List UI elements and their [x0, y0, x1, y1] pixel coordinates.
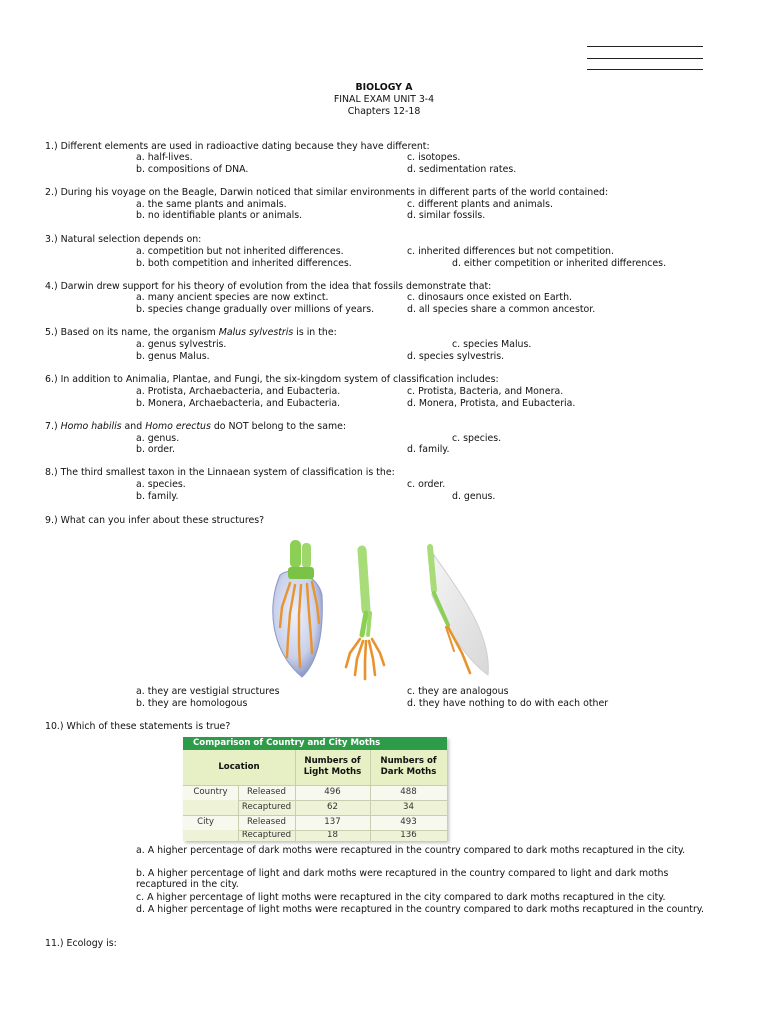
question-4-stem: 4.) Darwin drew support for his theory of evolution from the idea that fossils demonstrate that: — [45, 281, 492, 292]
question-3-option-a: a. competition but not inherited differences. — [136, 246, 344, 257]
question-3-option-c: c. inherited differences but not competition. — [407, 246, 614, 257]
question-11-stem: 11.) Ecology is: — [45, 938, 117, 949]
question-8-option-b: b. family. — [136, 491, 179, 502]
table-row: Recaptured 62 34 — [183, 800, 447, 815]
question-1-option-c: c. isotopes. — [407, 152, 461, 163]
question-5-option-a: a. genus sylvestris. — [136, 339, 227, 350]
table-row: Country Released 496 488 — [193, 787, 417, 797]
question-4-option-c: c. dinosaurs once existed on Earth. — [407, 292, 573, 303]
table-row: City Released 137 493 — [197, 817, 417, 827]
exam-chapters: Chapters 12-18 — [347, 106, 421, 117]
question-7-option-a: a. genus. — [136, 433, 180, 444]
question-7-option-d: d. family. — [407, 444, 450, 455]
table-caption: Comparison of Country and City Moths — [183, 737, 447, 750]
question-3-stem: 3.) Natural selection depends on: — [45, 234, 202, 245]
question-7-option-c: c. species. — [452, 433, 502, 444]
question-1-option-a: a. half-lives. — [136, 152, 193, 163]
species-name: Malus sylvestris — [218, 327, 294, 338]
question-3-option-d: d. either competition or inherited differences. — [452, 258, 667, 269]
question-8-stem: 8.) The third smallest taxon in the Linnaean system of classification is the: — [45, 467, 395, 478]
question-2-option-d: d. similar fossils. — [407, 210, 486, 221]
exam-title: BIOLOGY A — [355, 82, 413, 93]
question-5-option-b: b. genus Malus. — [136, 351, 210, 362]
question-9-stem: 9.) What can you infer about these structures? — [45, 515, 265, 526]
question-2-option-a: a. the same plants and animals. — [136, 199, 287, 210]
name-line — [587, 46, 703, 47]
question-1-stem: 1.) Different elements are used in radioactive dating because they have different: — [45, 141, 430, 152]
question-1-option-d: d. sedimentation rates. — [407, 164, 517, 175]
header-light-moths: Numbers of Light Moths — [303, 756, 362, 777]
question-4-option-b: b. species change gradually over millions of years. — [136, 304, 375, 315]
question-1-option-b: b. compositions of DNA. — [136, 164, 249, 175]
date-line — [587, 58, 703, 59]
question-10-stem: 10.) Which of these statements is true? — [45, 721, 231, 732]
question-6-option-d: d. Monera, Protista, and Eubacteria. — [407, 398, 576, 409]
question-5-option-c: c. species Malus. — [452, 339, 532, 350]
question-9-option-b: b. they are homologous — [136, 698, 248, 709]
period-line — [587, 69, 703, 70]
question-7-option-b: b. order. — [136, 444, 176, 455]
arm-structure — [346, 550, 384, 679]
question-9-option-a: a. they are vestigial structures — [136, 686, 280, 697]
flipper-structure — [273, 540, 323, 677]
question-2-stem: 2.) During his voyage on the Beagle, Darwin noticed that similar environments in different parts of the world contained: — [45, 187, 609, 198]
question-5-stem: 5.) Based on its name, the organism Malus sylvestris is in the: — [45, 327, 337, 338]
table-row: Recaptured 18 136 — [183, 830, 447, 841]
question-10-option-a: a. A higher percentage of dark moths were recaptured in the country compared to dark moths recaptured in the city. — [136, 845, 686, 856]
question-6-option-b: b. Monera, Archaebacteria, and Eubacteria. — [136, 398, 341, 409]
question-3-option-b: b. both competition and inherited differences. — [136, 258, 352, 269]
header-dark-moths: Numbers of Dark Moths — [380, 756, 437, 777]
question-2-option-c: c. different plants and animals. — [407, 199, 553, 210]
question-2-option-b: b. no identifiable plants or animals. — [136, 210, 303, 221]
question-8-option-c: c. order. — [407, 479, 446, 490]
wing-structure — [430, 547, 488, 675]
question-6-option-a: a. Protista, Archaebacteria, and Eubacteria. — [136, 386, 341, 397]
question-8-option-d: d. genus. — [452, 491, 496, 502]
question-4-option-d: d. all species share a common ancestor. — [407, 304, 596, 315]
moth-comparison-table — [183, 737, 447, 841]
table-header-row — [183, 750, 447, 785]
question-9-option-d: d. they have nothing to do with each other — [407, 698, 609, 709]
question-9-option-c: c. they are analogous — [407, 686, 509, 697]
question-4-option-a: a. many ancient species are now extinct. — [136, 292, 329, 303]
question-10-option-c: c. A higher percentage of light moths were recaptured in the city compared to dark moths recaptured in the city. — [136, 892, 666, 903]
question-10-option-b: b. A higher percentage of light and dark moths were recaptured in the country compared to light and dark moths recaptured in the city. — [136, 868, 669, 891]
question-6-option-c: c. Protista, Bacteria, and Monera. — [407, 386, 564, 397]
question-6-stem: 6.) In addition to Animalia, Plantae, and Fungi, the six-kingdom system of classification includes: — [45, 374, 499, 385]
question-7-stem: 7.) Homo habilis and Homo erectus do NOT belong to the same: — [45, 421, 346, 432]
header-location: Location — [218, 762, 260, 772]
question-5-option-d: d. species sylvestris. — [407, 351, 505, 362]
exam-subtitle: FINAL EXAM UNIT 3-4 — [333, 94, 435, 105]
limb-structures-figure — [262, 535, 502, 683]
question-8-option-a: a. species. — [136, 479, 186, 490]
question-10-option-d: d. A higher percentage of light moths were recaptured in the country compared to dark moths recaptured in the country. — [136, 904, 704, 915]
